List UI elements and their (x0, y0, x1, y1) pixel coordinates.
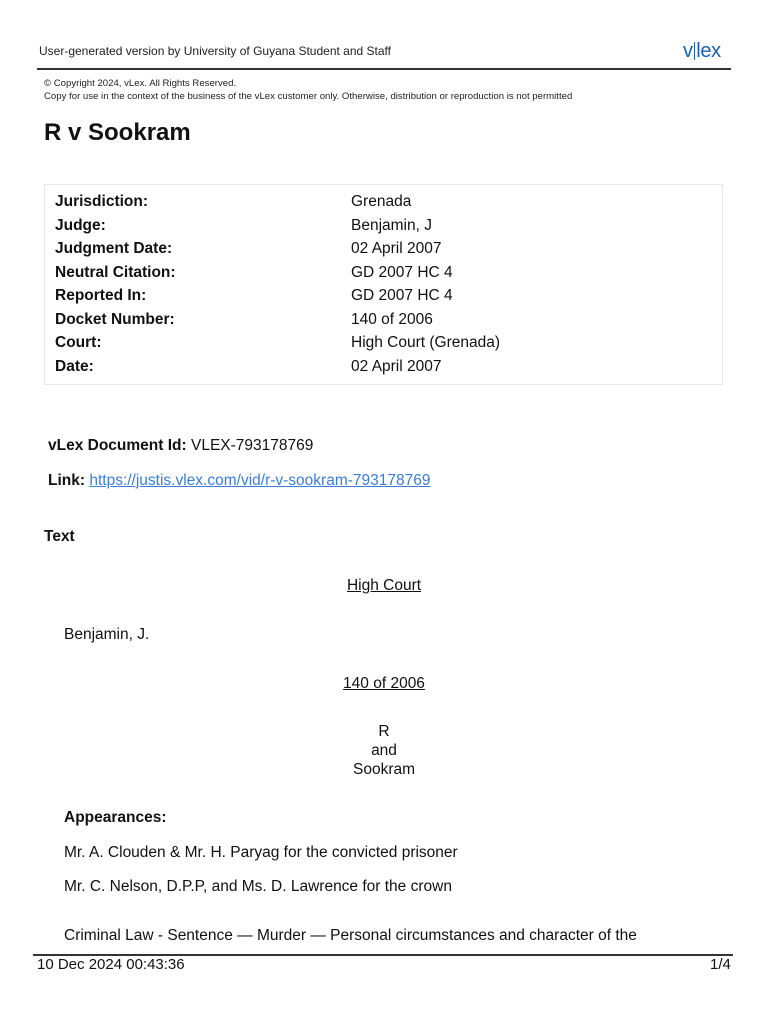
document-id-label: vLex Document Id: (48, 437, 187, 454)
document-id-value: VLEX-793178769 (190, 437, 314, 454)
metadata-table (44, 184, 723, 385)
appearance-crown: Mr. C. Nelson, D.P.P, and Ms. D. Lawrence for the crown (64, 878, 452, 895)
metadata-row-reported-in (45, 287, 722, 310)
document-link-url[interactable]: https://justis.vlex.com/vid/r-v-sookram-793178769 (89, 472, 431, 489)
metadata-label: Jurisdiction: (55, 193, 149, 210)
court-heading-text: High Court (346, 577, 422, 594)
header-divider (37, 68, 731, 70)
metadata-row-docket-number (45, 311, 722, 334)
metadata-row-neutral-citation (45, 264, 722, 287)
metadata-label: Docket Number: (55, 310, 175, 328)
docket-heading (0, 675, 768, 693)
metadata-label: Judge: (55, 216, 106, 234)
footer-timestamp: 10 Dec 2024 00:43:36 (37, 956, 185, 973)
metadata-value: 02 April 2007 (351, 240, 442, 257)
metadata-row-jurisdiction (45, 193, 722, 216)
party-one: R (378, 723, 390, 740)
metadata-value: Benjamin, J (351, 216, 432, 234)
logo-left-text: v (683, 40, 693, 62)
judge-name: Benjamin, J. (64, 626, 150, 643)
copyright-notice (44, 77, 572, 103)
copyright-line-2: Copy for use in the context of the business of the vLex customer only. Otherwise, distribution or reproduction is not permitted (44, 91, 573, 102)
metadata-row-court (45, 334, 722, 357)
party-conjunction: and (371, 742, 397, 759)
metadata-label: Judgment Date: (55, 240, 173, 257)
metadata-value: 140 of 2006 (351, 310, 433, 328)
docket-heading-text: 140 of 2006 (343, 675, 425, 692)
copyright-line-1: © Copyright 2024, vLex. All Rights Reserved. (44, 78, 237, 89)
metadata-row-judge (45, 217, 722, 240)
metadata-label: Date: (55, 357, 94, 375)
metadata-row-judgment-date (45, 240, 722, 263)
metadata-value: High Court (Grenada) (351, 334, 501, 351)
page-number: 1/4 (710, 956, 731, 973)
metadata-value: Grenada (351, 193, 412, 210)
metadata-value: GD 2007 HC 4 (351, 287, 453, 304)
logo-right-text: lex (696, 40, 721, 62)
document-id (48, 437, 313, 455)
section-heading-text: Text (44, 528, 75, 545)
party-two: Sookram (352, 761, 416, 778)
appearances-heading: Appearances: (64, 809, 167, 826)
document-link-label: Link: (48, 472, 86, 489)
header-attribution: User-generated version by University of Guyana Student and Staff (39, 44, 391, 58)
metadata-label: Reported In: (55, 287, 147, 304)
logo-divider (694, 42, 696, 60)
metadata-label: Neutral Citation: (55, 263, 176, 281)
metadata-value: 02 April 2007 (351, 357, 442, 375)
vlex-logo[interactable] (683, 40, 721, 63)
document-title: R v Sookram (44, 119, 191, 146)
metadata-row-date (45, 358, 722, 381)
metadata-value: GD 2007 HC 4 (351, 263, 453, 281)
document-link (48, 472, 430, 490)
metadata-label: Court: (55, 334, 102, 351)
case-summary-line: Criminal Law - Sentence — Murder — Personal circumstances and character of the (64, 927, 637, 944)
appearance-prisoner: Mr. A. Clouden & Mr. H. Paryag for the convicted prisoner (64, 844, 458, 861)
court-heading (0, 577, 768, 595)
